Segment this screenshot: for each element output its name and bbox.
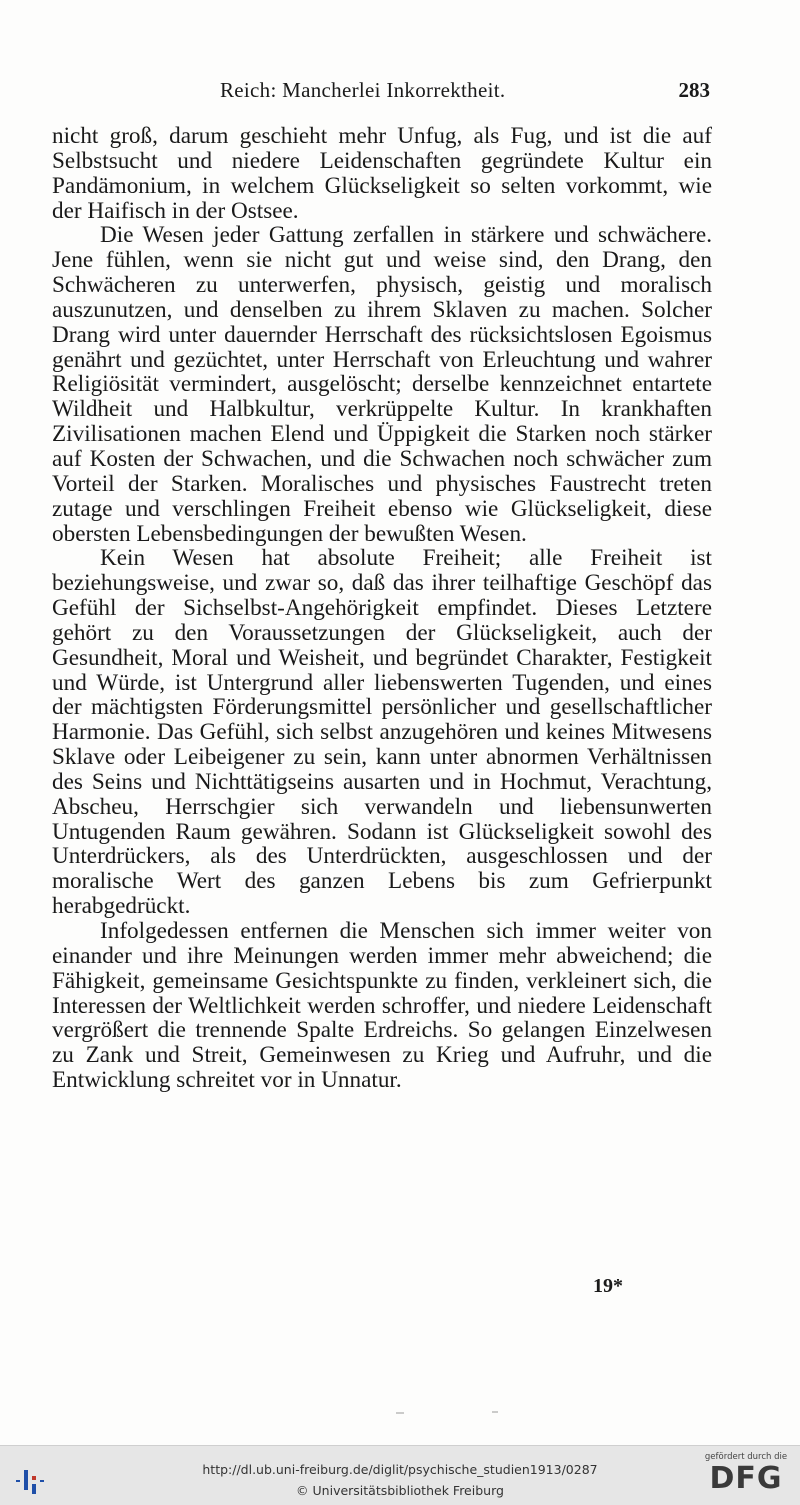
dfg-logo: [704, 1450, 788, 1502]
dfg-logo-text: DFG: [709, 1461, 783, 1496]
body-text: [52, 124, 712, 1093]
paragraph: Kein Wesen hat absolute Freiheit; alle Freiheit ist beziehungsweise, und zwar so, daß das ihrer teilhaftige Geschöpf das Gefühl der Sichselbst-Angehörigkeit empfindet. Dieses Letztere gehört zu den Voraussetzungen der Glückseligkeit, auch der Gesundheit, Moral und Weisheit, und begründet Charakter, Festigkeit und Würde, ist Untergrund aller liebenswerten Tugenden, und eines der mächtigsten Förderungsmittel persönlicher und gesellschaftlicher Harmonie. Das Gefühl, sich selbst anzugehören und keines Mitwesens Sklave oder Leibeigener zu sein, kann unter abnormen Verhältnissen des Seins und Nichttätigseins ausarten und in Hochmut, Verachtung, Abscheu, Herrschgier sich verwandeln und liebensunwerten Untugenden Raum gewähren. Sodann ist Glückseligkeit sowohl des Unterdrückers, als des Unterdrückten, ausgeschlossen und der moralische Wert des ganzen Lebens bis zum Gefrierpunkt herabgedrückt.: [52, 545, 712, 920]
paragraph: Die Wesen jeder Gattung zerfallen in stärkere und schwächere. Jene fühlen, wenn sie nicht gut und weise sind, den Drang, den Schwächeren zu unterwerfen, physisch, geistig und moralisch auszunutzen, und denselben zu ihrem Sklaven zu machen. Solcher Drang wird unter dauernder Herrschaft des rücksichtslosen Egoismus genährt und gezüchtet, unter Herrschaft von Erleuchtung und wahrer Religiösität vermindert, ausgelöscht; derselbe kennzeichnet entartete Wildheit und Halbkultur, verkrüppelte Kultur. In krankhaften Zivilisationen machen Elend und Üppigkeit die Starken noch stärker auf Kosten der Schwachen, und die Schwachen noch schwächer zum Vorteil der Starken. Moralisches und physisches Faustrecht treten zutage und verschlingen Freiheit ebenso wie Glückseligkeit, diese obersten Lebensbedingungen der bewußten Wesen.: [52, 222, 712, 547]
scan-artifact: [396, 1408, 506, 1418]
signature-mark: 19*: [593, 1275, 623, 1297]
dfg-caption: gefördert durch die: [704, 1452, 788, 1462]
paragraph: Infolgedessen entfernen die Menschen sich immer weiter von einander und ihre Meinungen werden immer mehr abweichend; die Fähigkeit, gemeinsame Gesichtspunkte zu finden, verkleinert sich, die Interessen der Weltlichkeit werden schroffer, und niedere Leidenschaft vergrößert die trennende Spalte Erdreichs. So gelangen Einzelwesen zu Zank und Streit, Gemeinwesen zu Krieg und Aufruhr, und die Entwicklung schreitet vor in Unnatur.: [52, 918, 712, 1094]
copyright-notice: © Universitätsbibliothek Freiburg: [296, 1483, 504, 1498]
permalink[interactable]: http://dl.ub.uni-freiburg.de/diglit/psychische_studien1913/0287: [202, 1462, 598, 1477]
viewer-footer: [0, 1445, 800, 1505]
page-number: 283: [678, 78, 710, 102]
paragraph: nicht groß, darum geschieht mehr Unfug, als Fug, und ist die auf Selbstsucht und niedere Leidenschaften gegründete Kultur ein Pandämonium, in welchem Glückseligkeit so selten vorkommt, wie der Haifisch in der Ostsee.: [52, 123, 712, 224]
running-title: Reich: Mancherlei Inkorrektheit.: [220, 78, 506, 102]
running-head: [52, 78, 710, 108]
